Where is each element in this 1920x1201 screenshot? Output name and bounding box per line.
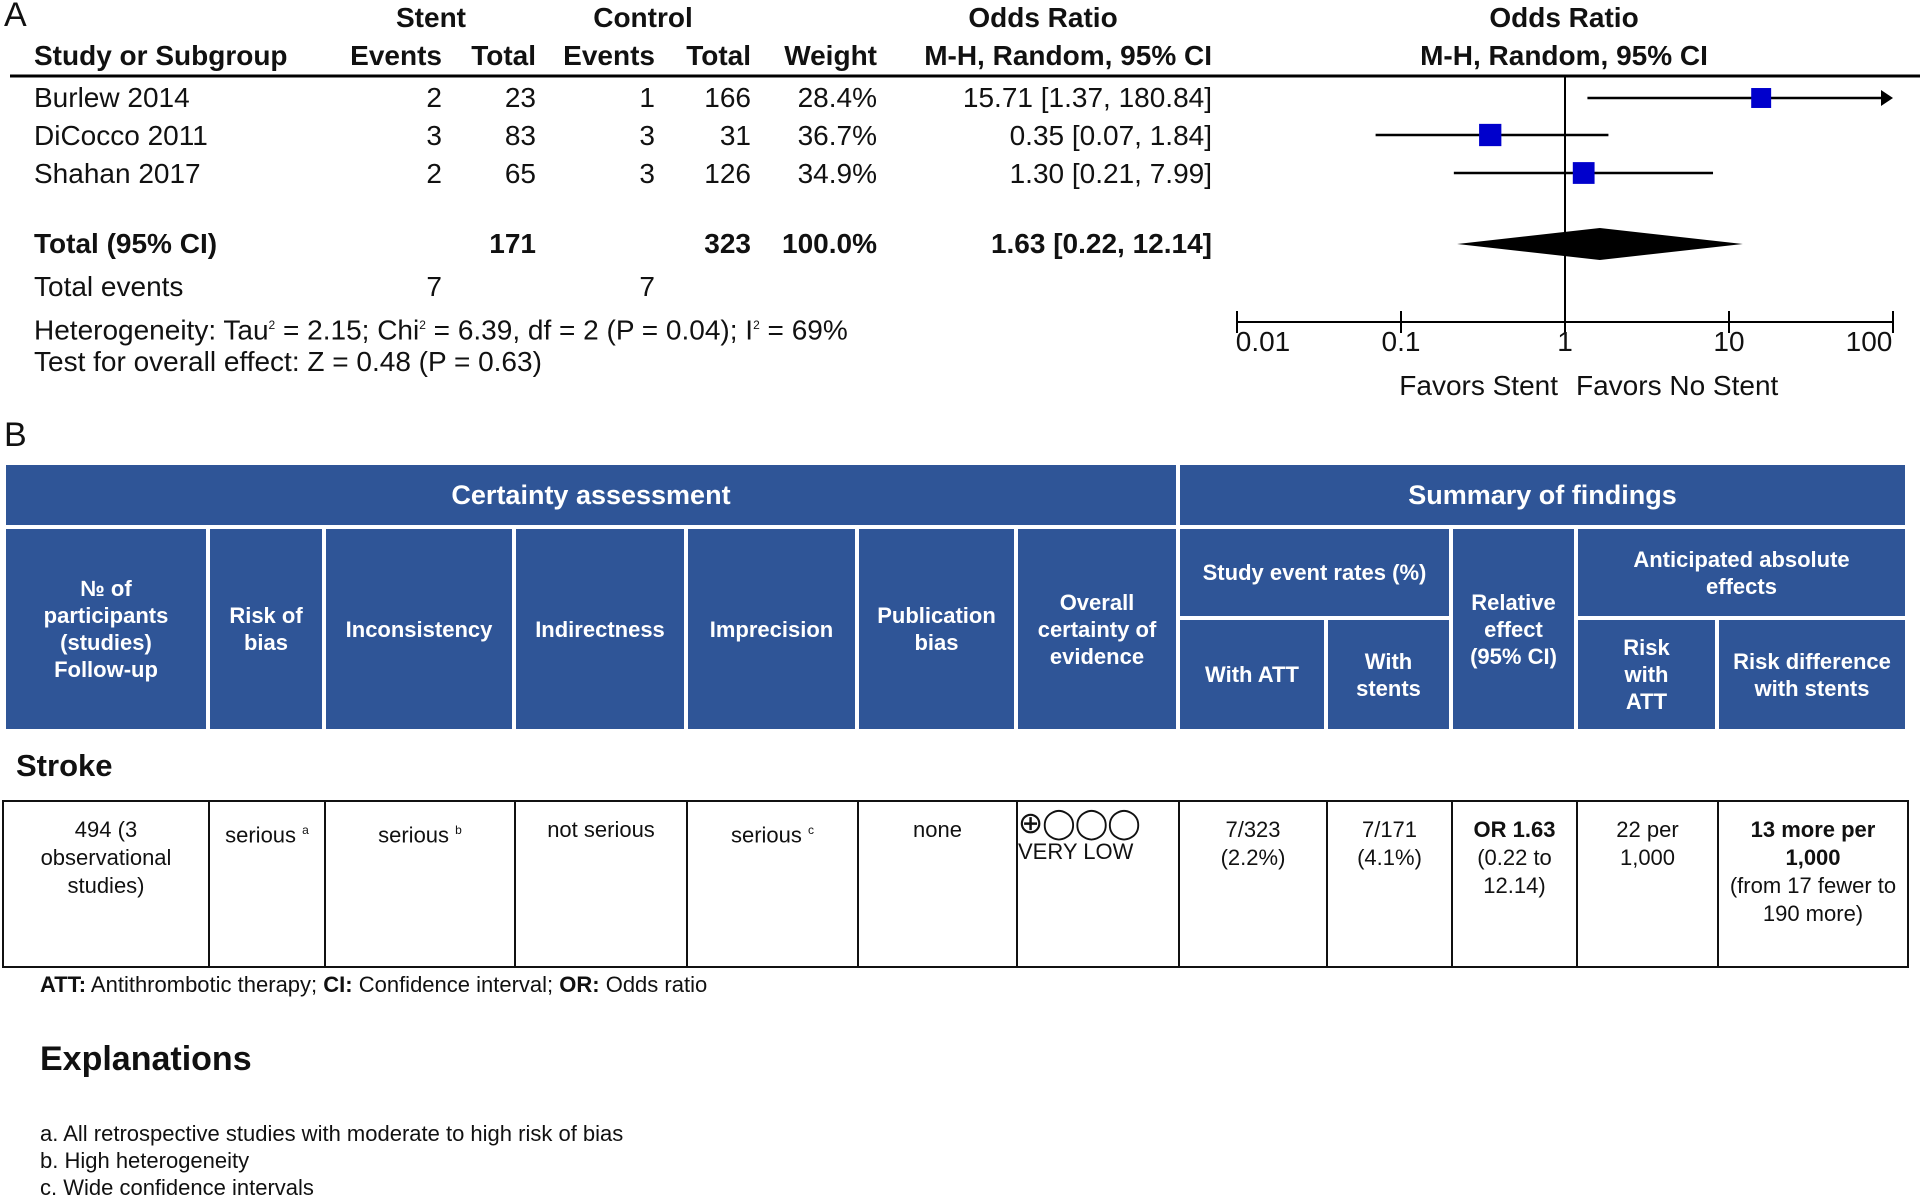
x-tick-label: 100 (1845, 326, 1893, 357)
col-risk-difference: Risk difference with stents (1717, 618, 1907, 731)
plot-method: M-H, Random, 95% CI (1420, 40, 1708, 71)
study-stent-events: 3 (426, 120, 442, 151)
cell-risk-difference: 13 more per 1,000 (from 17 fewer to 190 more) (1717, 800, 1909, 968)
cell-indirectness: not serious (514, 800, 688, 968)
study-control-total: 31 (719, 120, 751, 151)
cell-imprecision: serious $^c$ (686, 800, 859, 968)
study-ci-text: 0.35 [0.07, 1.84] (1009, 120, 1212, 151)
study-control-events: 1 (639, 82, 655, 113)
study-stent-total: 23 (504, 82, 536, 113)
col-risk-att: Risk with ATT (1576, 618, 1717, 731)
header-stent-total: Total (471, 40, 536, 71)
heterogeneity: Heterogeneity: Tau$^2$ = 2.15; Chi$^2$ = 6.39, df = 2 (P = 0.04); $I^2 = 69\%$ (34, 314, 848, 346)
col-anticipated: Anticipated absolute effects (1576, 527, 1907, 618)
col-imprecision: Imprecision (686, 527, 857, 731)
study-weight: 28.4% (797, 82, 877, 113)
col-with-att: With ATT (1178, 618, 1326, 731)
favors-right-label: Favors No Stent (1576, 370, 1779, 401)
cell-with-att: 7/323 (2.2%) (1178, 800, 1328, 968)
total-stent: 171 (489, 228, 536, 259)
study-name: DiCocco 2011 (34, 120, 208, 151)
total-events-control: 7 (639, 271, 655, 302)
study-control-events: 3 (639, 120, 655, 151)
study-control-events: 3 (639, 158, 655, 189)
header-weight: Weight (784, 40, 877, 71)
total-events-stent: 7 (426, 271, 442, 302)
study-control-total: 166 (704, 82, 751, 113)
col-risk-of-bias: Risk of bias (208, 527, 324, 731)
ci-arrow (1881, 90, 1893, 106)
panel-a-label: A (4, 0, 27, 34)
cell-risk-att: 22 per 1,000 (1576, 800, 1719, 968)
explanation-c: c. Wide confidence intervals (40, 1175, 314, 1200)
x-tick-label: 1 (1557, 326, 1573, 357)
study-weight: 36.7% (797, 120, 877, 151)
cell-relative: OR 1.63 (0.22 to 12.14) (1451, 800, 1578, 968)
study-stent-total: 65 (504, 158, 536, 189)
plot-title: Odds Ratio (1489, 2, 1639, 33)
study-stent-total: 83 (504, 120, 536, 151)
header-control-total: Total (686, 40, 751, 71)
forest-plot (0, 0, 1920, 420)
header-stent-events: Events (350, 40, 442, 71)
header-method: M-H, Random, 95% CI (924, 40, 1212, 71)
header-odds-ratio: Odds Ratio (968, 2, 1118, 33)
total-weight: 100.0% (782, 228, 877, 259)
cell-participants: 494 (3 observational studies) (2, 800, 210, 968)
x-tick-label: 0.1 (1381, 326, 1421, 357)
cell-publication: none (857, 800, 1018, 968)
abbreviations: ATT: Antithrombotic therapy; CI: Confidence interval; OR: Odds ratio (40, 972, 708, 997)
pooled-diamond (1457, 228, 1743, 260)
point-square (1479, 124, 1501, 146)
study-ci-text: 15.71 [1.37, 180.84] (962, 82, 1212, 113)
cell-with-stents: 7/171 (4.1%) (1326, 800, 1453, 968)
study-ci-text: 1.30 [0.21, 7.99] (1009, 158, 1212, 189)
col-event-rates: Study event rates (%) (1178, 527, 1451, 618)
header-study: Study or Subgroup (34, 40, 288, 71)
header-control-events: Events (563, 40, 655, 71)
study-name: Shahan 2017 (34, 158, 201, 189)
study-control-total: 126 (704, 158, 751, 189)
certainty-assessment-header: Certainty assessment (4, 463, 1178, 527)
header-stent: Stent (396, 2, 466, 33)
explanation-a: a. All retrospective studies with moderate to high risk of bias (40, 1121, 624, 1146)
cell-risk: serious $^a$ (208, 800, 326, 968)
header-control: Control (593, 2, 693, 33)
study-stent-events: 2 (426, 158, 442, 189)
x-tick-label: 10 (1713, 326, 1745, 357)
col-inconsistency: Inconsistency (324, 527, 514, 731)
col-with-stents: With stents (1326, 618, 1451, 731)
summary-findings-header: Summary of findings (1178, 463, 1907, 527)
point-square (1573, 162, 1595, 184)
col-indirectness: Indirectness (514, 527, 686, 731)
col-relative-effect: Relative effect (95% CI) (1451, 527, 1576, 731)
favors-left-label: Favors Stent (1399, 370, 1558, 401)
total-control: 323 (704, 228, 751, 259)
study-name: Burlew 2014 (34, 82, 190, 113)
explanations-title: Explanations (40, 1040, 252, 1078)
col-publication-bias: Publication bias (857, 527, 1016, 731)
cell-certainty: ⊕◯◯◯ VERY LOW (1016, 800, 1180, 968)
total-label: Total (95% CI) (34, 228, 218, 259)
overall-effect: Test for overall effect: Z = 0.48 (P = 0.63) (34, 346, 542, 377)
study-weight: 34.9% (797, 158, 877, 189)
col-overall-certainty: Overall certainty of evidence (1016, 527, 1178, 731)
point-square (1751, 88, 1771, 108)
cell-inconsistency: serious $^b$ (324, 800, 516, 968)
study-stent-events: 2 (426, 82, 442, 113)
total-events-label: Total events (34, 271, 184, 302)
col-participants: № of participants (studies) Follow-up (4, 527, 208, 731)
total-ci: 1.63 [0.22, 12.14] (990, 228, 1212, 259)
x-tick-label: 0.01 (1235, 326, 1291, 357)
outcome-label: Stroke (16, 748, 113, 783)
explanation-b: b. High heterogeneity (40, 1148, 250, 1173)
certainty-rating-icon: ⊕◯◯◯ (1018, 807, 1140, 840)
panel-b-label: B (4, 416, 27, 454)
